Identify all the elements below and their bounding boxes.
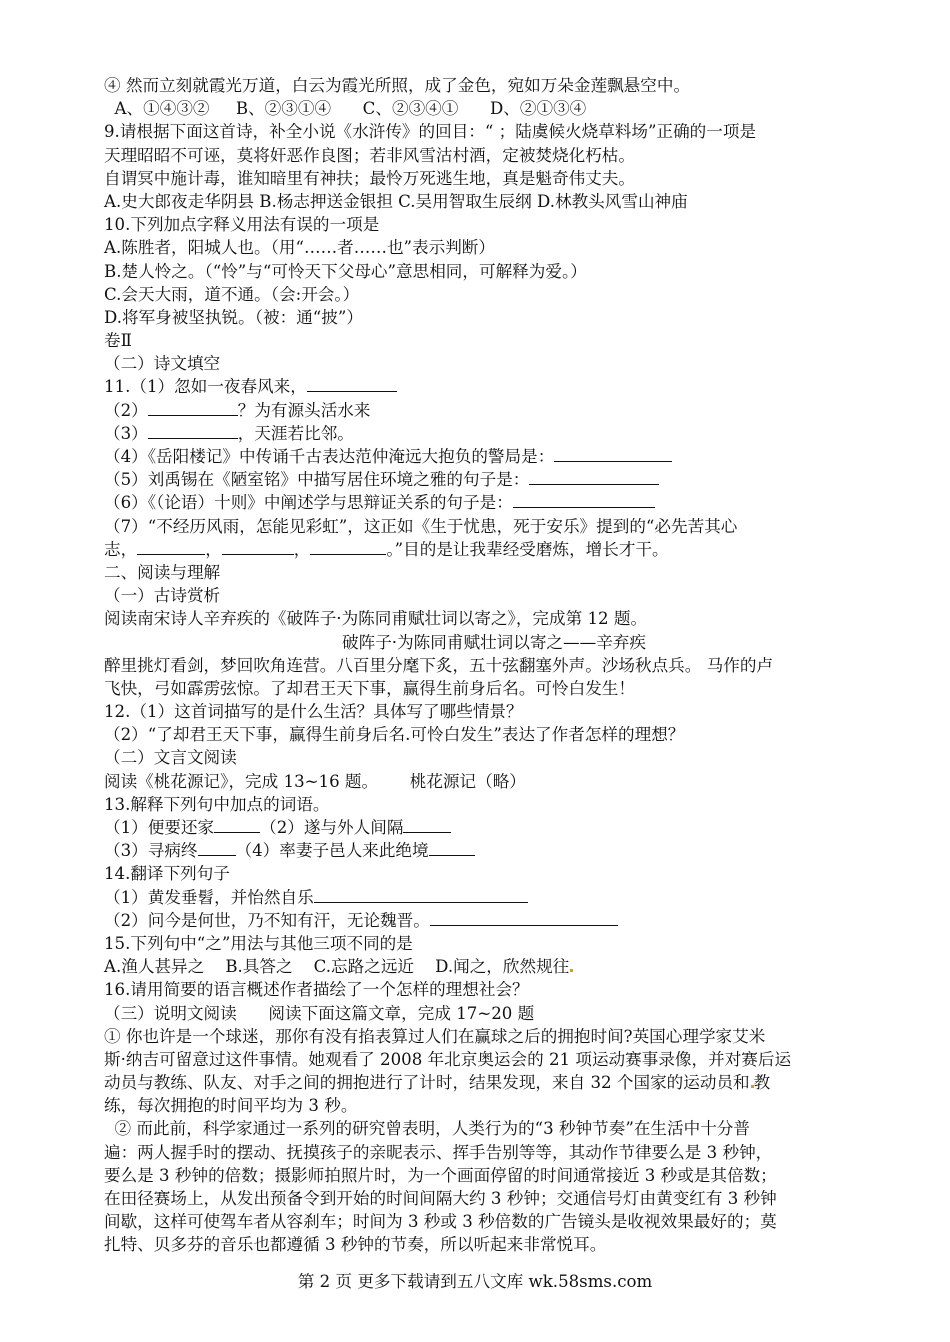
paragraph-line: 扎特、贝多芬的音乐也都遵循 3 秒钟的节奏，所以听起来非常悦耳。 — [104, 1235, 607, 1255]
text-line — [104, 491, 884, 514]
answer-blank — [513, 491, 655, 508]
text-line: 天理昭昭不可诬，莫将奸恶作良图；若非风雪沽村酒，定被焚烧化朽枯。 — [104, 145, 635, 165]
answer-blank — [529, 468, 659, 485]
answer-blank — [403, 816, 451, 833]
text-line — [104, 886, 884, 909]
answer-blank — [148, 399, 238, 416]
text: （4）《岳阳楼记》中传诵千古表达范仲淹远大抱负的警局是： — [104, 447, 555, 466]
answer-blank — [430, 909, 618, 926]
question-10: 10.下列加点字释义用法有误的一项是 — [104, 215, 380, 235]
answer-blank — [429, 839, 475, 856]
text: A.渔人甚异之 B.具答之 C.忘路之远近 D.闻之，欣然规往 — [104, 957, 570, 977]
question-16: 16.请用简要的语言概述作者描绘了一个怎样的理想社会？ — [104, 980, 529, 1000]
text: ， — [205, 539, 222, 559]
text: ？为有源头活水来 — [237, 400, 371, 420]
text: （3）寻病终 — [104, 841, 198, 861]
poem-title: 破阵子·为陈同甫赋壮词以寄之——辛弃疾 — [342, 632, 646, 652]
paragraph-line: 在田径赛场上，从发出预备令到开始的时间间隔大约 3 秒钟；交通信号灯由黄变红有 3 秒钟 — [104, 1189, 777, 1208]
answer-options-15 — [104, 955, 884, 978]
answer-options-9: A.史大郎夜走华阴县 B.杨志押送金银担 C.吴用智取生辰纲 D.林教头风雪山神庙 — [104, 191, 688, 211]
answer-blank — [222, 538, 294, 555]
text: （2）问今是何世，乃不知有汗，无论魏晋。 — [104, 910, 430, 930]
page-footer: 第 2 页 更多下载请到五八文库 wk.58sms.com — [297, 1272, 653, 1291]
question-9: 9.请根据下面这首诗，补全小说《水浒传》的回目：“ ；陆虞候火烧草料场”正确的一项是 — [104, 122, 757, 142]
text-line — [104, 445, 884, 468]
section-heading: （二）诗文填空 — [104, 354, 221, 374]
text: 志， — [104, 539, 138, 559]
paragraph-line: 遍：两人握手时的摆动、抚摸孩子的亲昵表示、挥手告别等等，其动作节律要么是 3 秒钟， — [104, 1142, 773, 1162]
answer-blank — [198, 839, 236, 856]
answer-blank — [314, 886, 528, 903]
question-15: 15.下列句中“之”用法与其他三项不同的是 — [104, 933, 413, 953]
text-line: 阅读《桃花源记》，完成 13~16 题。 桃花源记（略） — [104, 771, 526, 791]
text: （4）率妻子邑人来此绝境 — [235, 841, 429, 861]
text: （5）刘禹锡在《陋室铭》中描写居住环境之雅的句子是： — [104, 470, 530, 490]
text: 动员与教练、队友、对手之间的拥抱进行了计时，结果发现，来自 32 个国家的运动员和 — [104, 1073, 750, 1093]
answer-blank — [310, 538, 386, 555]
paragraph-line: ② 而此前，科学家通过一系列的研究曾表明，人类行为的“3 秒钟节奏”在生活中十分普 — [104, 1119, 750, 1139]
text: （2）遂与外人间隔 — [260, 818, 404, 837]
answer-blank — [148, 422, 238, 439]
paragraph-line: 斯·纳吉可留意过这件事情。她观看了 2008 年北京奥运会的 21 项运动赛事录像，并对赛后运 — [104, 1049, 792, 1069]
question-12: 12.（1）这首词描写的是什么生活？具体写了哪些情景？ — [104, 702, 523, 722]
answer-blank — [137, 538, 205, 555]
section-heading: 卷Ⅱ — [104, 331, 132, 351]
text: 。”目的是让我辈经受磨炼，增长才干。 — [386, 539, 669, 559]
paragraph-line — [104, 1071, 884, 1094]
section-heading: 二、阅读与理解 — [104, 562, 221, 582]
text-line: （7）“不经历风雨，怎能见彩虹”，这正如《生于忧患，死于安乐》提到的“必先苦其心 — [104, 516, 738, 536]
text-line: 阅读南宋诗人辛弃疾的《破阵子·为陈同甫赋壮词以寄之》，完成第 12 题。 — [104, 609, 648, 629]
poem-text: 醉里挑灯看剑，梦回吹角连营。八百里分麾下炙，五十弦翻塞外声。沙场秋点兵。 马作的卢 — [104, 655, 774, 675]
text: ， — [293, 539, 311, 559]
answer-blank — [307, 375, 397, 392]
text-line: 自谓冥中施计毒，谁知暗里有神扶；最怜万死逃生地，真是魁奇伟丈夫。 — [104, 168, 635, 188]
paragraph-line: 间歇，这样可使驾车者从容刹车；时间为 3 秒或 3 秒倍数的广告镜头是收视效果最好的；莫 — [104, 1212, 777, 1232]
text-line: ④ 然而立刻就霞光万道，白云为霞光所照，成了金色，宛如万朵金莲飘悬空中。 — [104, 76, 691, 95]
text-line — [104, 422, 884, 445]
page-content — [104, 74, 884, 1257]
dot-mark — [570, 969, 573, 972]
option-c: C.会天大雨，道不通。（会:开会。） — [104, 284, 360, 304]
question-11 — [104, 375, 884, 398]
answer-blank — [554, 445, 672, 462]
text: （2） — [104, 400, 148, 420]
text-line — [104, 468, 884, 491]
option-a: A.陈胜者，阳城人也。（用“……者……也”表示判断） — [104, 238, 495, 258]
paragraph-line: 要么是 3 秒钟的倍数；摄影师拍照片时，为一个画面停留的时间通常接近 3 秒或是其倍数； — [104, 1165, 777, 1185]
text: ，天涯若比邻。 — [237, 423, 354, 443]
text: （1）便要还家 — [104, 818, 215, 837]
answer-blank — [214, 816, 260, 833]
section-heading: （一）古诗赏析 — [104, 586, 221, 606]
question-14: 14.翻译下列句子 — [104, 864, 230, 884]
section-heading: （三）说明文阅读 阅读下面这篇文章，完成 17~20 题 — [104, 1003, 535, 1023]
text-line — [104, 399, 884, 422]
paragraph-line: ① 你也许是一个球迷，那你有没有掐表算过人们在赢球之后的拥抱时间?英国心理学家艾米 — [104, 1026, 766, 1046]
option-b: B.楚人怜之。（“怜”与“可怜天下父母心”意思相同，可解释为爱。） — [104, 261, 587, 281]
paragraph-line: 练，每次拥抱的时间平均为 3 秒。 — [104, 1096, 358, 1116]
text-line — [104, 538, 884, 561]
question-13: 13.解释下列句中加点的词语。 — [104, 794, 330, 814]
text: （1）黄发垂髫，并怡然自乐 — [104, 887, 314, 907]
answer-options-8: A、①④③② B、②③①④ C、②③④① D、②①③④ — [104, 99, 587, 119]
section-heading: （二）文言文阅读 — [104, 748, 237, 768]
text: 11.（1）忽如一夜春风来， — [104, 377, 307, 397]
poem-text: 飞快，弓如霹雳弦惊。了却君王天下事，赢得生前身后名。可怜白发生！ — [104, 678, 635, 698]
text: 教 — [753, 1073, 771, 1093]
text: （6）《（论语）十则》中阐述学与思辩证关系的句子是： — [104, 493, 513, 513]
text-line — [104, 839, 884, 862]
text-line — [104, 816, 884, 839]
text-line: （2）“了却君王天下事，赢得生前身后名.可怜白发生”表达了作者怎样的理想？ — [104, 725, 685, 745]
text: （3） — [104, 423, 148, 443]
text-line — [104, 909, 884, 932]
option-d: D.将军身被坚执锐。（被：通“披”） — [104, 307, 363, 327]
